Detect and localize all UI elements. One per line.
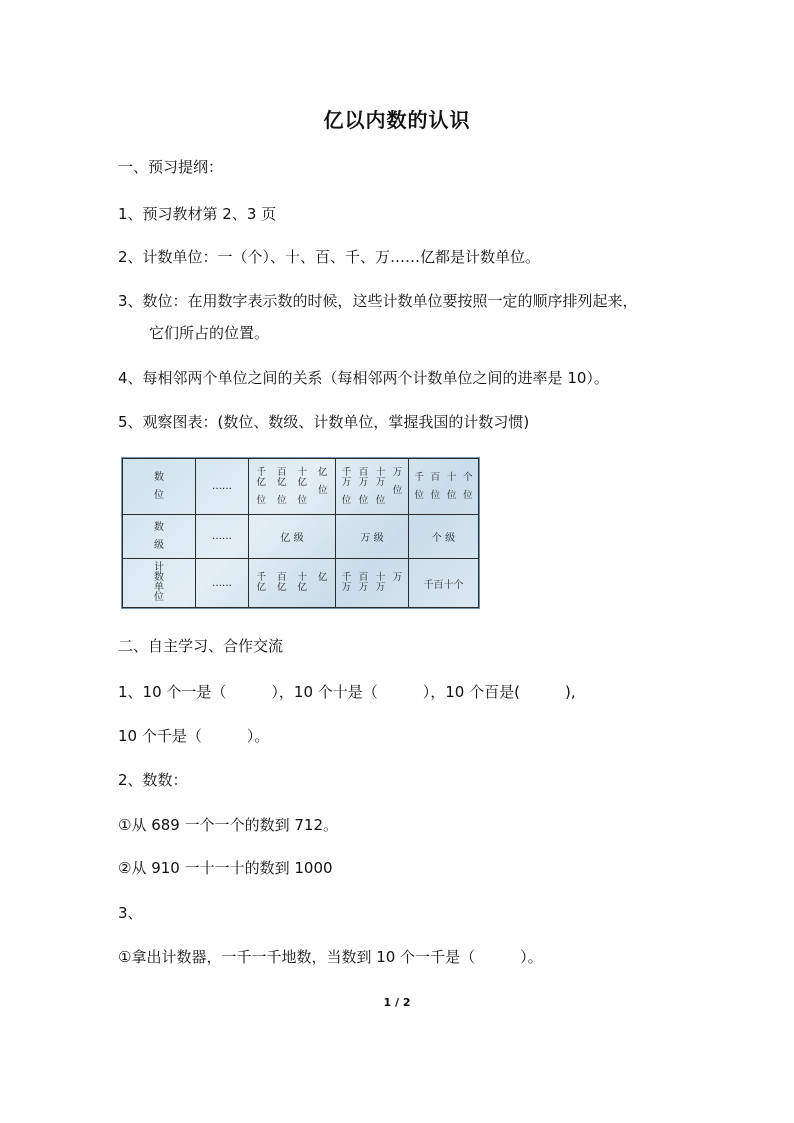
question-2: 2、数数： [118, 771, 188, 789]
ellipsis-cell: …… [196, 559, 249, 608]
outline-item-2: 2、计数单位：一（个）、十、百、千、万……亿都是计数单位。 [118, 248, 541, 266]
wan-count-units: 千 万 百 万 十 万 万 [336, 559, 409, 608]
row-header-place: 数 位 [123, 459, 196, 515]
row-header-level: 数 级 [123, 515, 196, 559]
page-title: 亿以内数的认识 [323, 108, 471, 132]
yi-place-units: 千 亿 位 百 亿 位 十 亿 位 亿 位 [249, 459, 336, 515]
question-3-a: ①拿出计数器，一千一千地数，当数到 10 个一千是（ ）。 [118, 948, 543, 966]
section1-heading: 一、预习提纲： [118, 158, 224, 176]
level-ge: 个 级 [409, 515, 479, 559]
ge-count-units: 千百十个 [409, 559, 479, 608]
section2-heading: 二、自主学习、合作交流 [118, 637, 284, 655]
level-wan: 万 级 [336, 515, 409, 559]
question-2-a: ①从 689 一个一个的数到 712。 [118, 816, 339, 834]
outline-item-4: 4、每相邻两个单位之间的关系（每相邻两个计数单位之间的进率是 10）。 [118, 369, 609, 387]
question-1-cont: 10 个千是（ ）。 [118, 727, 270, 745]
level-yi: 亿 级 [249, 515, 336, 559]
ge-place-units: 千 位 百 位 十 位 个 位 [409, 459, 479, 515]
outline-item-5: 5、观察图表：(数位、数级、计数单位，掌握我国的计数习惯) [118, 413, 530, 431]
ellipsis-cell: …… [196, 515, 249, 559]
outline-item-3-cont: 它们所占的位置。 [149, 324, 270, 342]
outline-item-1: 1、预习教材第 2、3 页 [118, 205, 277, 223]
question-1: 1、10 个一是（ ），10 个十是（ ），10 个百是( ), [118, 683, 576, 701]
ellipsis-cell: …… [196, 459, 249, 515]
row-header-count-unit: 计 数 单 位 [123, 559, 196, 608]
page-number: 1 / 2 [383, 996, 411, 1009]
yi-count-units: 千 亿 百 亿 十 亿 亿 [249, 559, 336, 608]
question-2-b: ②从 910 一十一十的数到 1000 [118, 859, 333, 877]
wan-place-units: 千 万 位 百 万 位 十 万 位 万 位 [336, 459, 409, 515]
place-value-table [121, 457, 480, 609]
outline-item-3: 3、数位：在用数字表示数的时候，这些计数单位要按照一定的顺序排列起来， [118, 292, 638, 310]
question-3: 3、 [118, 904, 143, 922]
